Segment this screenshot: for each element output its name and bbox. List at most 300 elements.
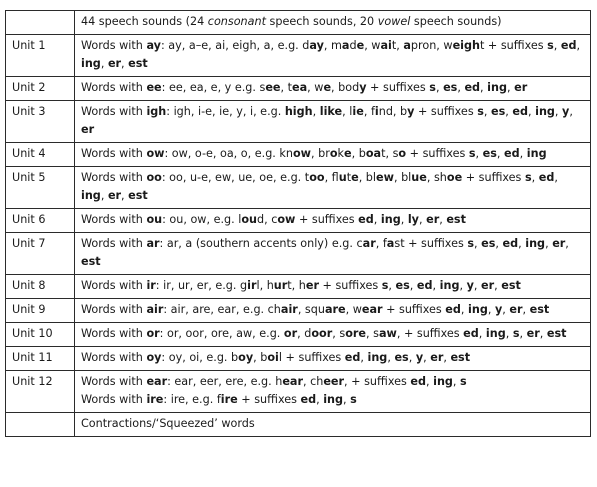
text-segment: t, (391, 39, 404, 52)
text-segment: ly (407, 213, 419, 226)
table-row (6, 209, 591, 233)
header-row (6, 11, 591, 35)
text-segment: er (81, 123, 95, 136)
text-segment: y (359, 81, 367, 94)
table-row (6, 233, 591, 275)
text-segment: Words with (81, 393, 147, 406)
text-segment: est (128, 57, 148, 70)
description-line (81, 79, 584, 97)
text-segment: + suffixes (414, 105, 478, 118)
text-segment: , (432, 279, 440, 292)
text-segment: or (283, 327, 298, 340)
text-segment: ow (277, 213, 296, 226)
text-segment: ed (410, 375, 426, 388)
text-segment: es (491, 105, 506, 118)
unit-description (75, 275, 591, 299)
unit-label: Unit 5 (6, 167, 75, 209)
text-segment: Words with (81, 39, 147, 52)
text-segment: ed (512, 105, 528, 118)
text-segment: , (478, 327, 486, 340)
text-segment: e (356, 39, 365, 52)
text-segment: ing (81, 57, 101, 70)
text-segment: : or, oor, ore, aw, e.g. (159, 327, 284, 340)
text-segment: s (460, 375, 467, 388)
text-segment: speech sounds, 20 (265, 15, 378, 28)
text-segment: i (374, 105, 379, 118)
text-segment: ed (300, 393, 317, 406)
text-segment: a (341, 39, 350, 52)
text-segment: ew (376, 171, 394, 184)
text-segment: ing (468, 303, 488, 316)
description-line (81, 211, 584, 229)
text-segment: are (324, 303, 346, 316)
unit-label: Unit 7 (6, 233, 75, 275)
text-segment: , (475, 147, 483, 160)
footer-row (6, 413, 591, 437)
description-line (81, 37, 584, 73)
text-segment: + suffixes (295, 213, 359, 226)
text-segment: , + suffixes (396, 327, 464, 340)
text-segment: a (403, 39, 411, 52)
unit-label: Unit 1 (6, 35, 75, 77)
text-segment: , (100, 189, 108, 202)
text-segment: d (349, 39, 357, 52)
text-segment: ed (464, 81, 481, 94)
unit-description (75, 347, 591, 371)
text-segment: ow (146, 147, 165, 160)
text-segment: oo (146, 171, 162, 184)
text-segment: ear (282, 375, 303, 388)
text-segment: , bl (358, 171, 377, 184)
table-row (6, 275, 591, 299)
text-segment: , (502, 303, 510, 316)
text-segment: : ar, a (southern accents only) e.g. c (159, 237, 363, 250)
text-segment: ur (273, 279, 288, 292)
text-segment: , (439, 213, 447, 226)
text-segment: y (562, 105, 570, 118)
text-segment: er (305, 279, 319, 292)
text-segment: , b (351, 147, 366, 160)
text-segment: , (409, 279, 417, 292)
text-segment: Words with (81, 147, 147, 160)
text-segment: ear (146, 375, 168, 388)
text-segment: est (546, 327, 567, 340)
text-segment: ay (309, 39, 324, 52)
text-segment: , (474, 237, 482, 250)
text-segment: , (483, 105, 491, 118)
description-line (81, 373, 584, 391)
text-segment: , bl (393, 171, 412, 184)
description-line (81, 103, 584, 139)
text-segment: nd, b (378, 105, 408, 118)
text-segment: est (81, 255, 101, 268)
text-segment: ing (433, 375, 453, 388)
text-segment: , (480, 81, 488, 94)
text-segment: , (496, 147, 505, 160)
text-segment: es (395, 279, 410, 292)
phonics-units-table (5, 10, 591, 437)
text-segment: , ch (302, 375, 324, 388)
text-segment: ed (504, 147, 520, 160)
text-segment: , (522, 303, 530, 316)
text-segment: ed (358, 213, 374, 226)
text-segment: , (312, 105, 320, 118)
text-segment: l + suffixes (278, 351, 345, 364)
text-segment: : ire, e.g. f (163, 393, 221, 406)
text-segment: vowel (377, 15, 411, 28)
unit-description (75, 209, 591, 233)
text-segment: high (284, 105, 313, 118)
text-segment: , (519, 147, 527, 160)
text-segment: , (400, 213, 408, 226)
text-segment: , (473, 279, 481, 292)
text-segment: , f (363, 105, 375, 118)
unit-label: Unit 6 (6, 209, 75, 233)
text-segment: aw (378, 327, 397, 340)
text-segment: , (505, 327, 513, 340)
text-segment: ed (344, 351, 361, 364)
text-segment: , (505, 105, 513, 118)
unit-label: Unit 4 (6, 143, 75, 167)
text-segment: o (329, 147, 338, 160)
unit-description (75, 233, 591, 275)
text-segment: , (506, 81, 515, 94)
text-segment: ed (416, 279, 433, 292)
table-body (6, 11, 591, 437)
text-segment: Words with (81, 351, 147, 364)
text-segment: Words with (81, 237, 147, 250)
text-segment: s (512, 327, 520, 340)
table-row (6, 35, 591, 77)
text-segment: ing (380, 213, 401, 226)
text-segment: ing (535, 105, 555, 118)
description-line (81, 169, 584, 205)
text-segment: s (381, 279, 389, 292)
unit-description (75, 323, 591, 347)
text-segment: ee (265, 81, 281, 94)
unit-label: Unit 3 (6, 101, 75, 143)
text-segment: ar (362, 237, 376, 250)
text-segment: eer (323, 375, 345, 388)
text-segment: oo (309, 171, 325, 184)
description-line (81, 145, 584, 163)
text-segment: t (346, 171, 352, 184)
unit-label: Unit 10 (6, 323, 75, 347)
text-segment: , (418, 213, 427, 226)
text-segment: or (146, 327, 160, 340)
text-segment: Words with (81, 213, 147, 226)
text-segment: , l (342, 105, 353, 118)
text-segment: y (407, 105, 415, 118)
text-segment: , w (345, 303, 362, 316)
text-segment: ea (292, 81, 308, 94)
text-segment: , b (253, 351, 268, 364)
text-segment: l, h (256, 279, 274, 292)
text-segment: oa (365, 147, 382, 160)
text-segment: air (280, 303, 298, 316)
text-segment: , (460, 303, 469, 316)
text-segment: u (338, 171, 347, 184)
text-segment: consonant (207, 15, 266, 28)
unit-description (75, 35, 591, 77)
text-segment: Words with (81, 375, 147, 388)
text-segment: 44 speech sounds (24 (81, 15, 208, 28)
text-segment: , (373, 213, 381, 226)
text-segment: , (576, 39, 581, 52)
text-segment: + suffixes (318, 279, 382, 292)
text-segment: er (509, 303, 523, 316)
text-segment: , d (297, 327, 312, 340)
text-segment: , (554, 105, 563, 118)
text-segment: , w (307, 81, 324, 94)
text-segment: ed (538, 171, 555, 184)
text-segment: , (527, 105, 536, 118)
table-row (6, 323, 591, 347)
text-segment: Contractions/‘Squeezed’ words (81, 417, 255, 430)
text-segment: , + suffixes (344, 375, 411, 388)
footer-description-cell (75, 413, 591, 437)
text-segment: , (435, 81, 444, 94)
text-segment: , fl (324, 171, 339, 184)
text-segment: , (423, 351, 431, 364)
text-segment: ar (146, 237, 160, 250)
unit-label: Unit 11 (6, 347, 75, 371)
text-segment: s (524, 171, 532, 184)
text-segment: ing (323, 393, 344, 406)
text-segment: er (426, 213, 440, 226)
table-row (6, 347, 591, 371)
unit-description (75, 371, 591, 413)
text-segment: pron, w (410, 39, 453, 52)
text-segment: ou (241, 213, 257, 226)
text-segment: y (415, 351, 424, 364)
description-line (81, 349, 584, 367)
text-segment: Words with (81, 279, 147, 292)
text-segment: s (477, 105, 484, 118)
text-segment: s (468, 147, 476, 160)
text-segment: , (388, 279, 396, 292)
text-segment: , (494, 279, 502, 292)
text-segment: , s (332, 327, 346, 340)
text-segment: eigh (452, 39, 480, 52)
text-segment: ing (367, 351, 388, 364)
text-segment: : ir, ur, er, e.g. g (155, 279, 248, 292)
text-segment: st + suffixes (394, 237, 468, 250)
text-segment: , (519, 327, 527, 340)
text-segment: er (481, 279, 495, 292)
text-segment: , s (365, 327, 379, 340)
text-segment: es (482, 147, 497, 160)
text-segment: ed (560, 39, 577, 52)
text-segment: es (481, 237, 496, 250)
text-segment: e (323, 81, 332, 94)
text-segment: ir (146, 279, 156, 292)
text-segment: er (526, 327, 540, 340)
text-segment: t, h (287, 279, 306, 292)
text-segment: d (302, 39, 310, 52)
text-segment: ou (146, 213, 163, 226)
text-segment: est (450, 351, 471, 364)
text-segment: est (529, 303, 550, 316)
text-segment: , (443, 351, 451, 364)
text-segment: er (552, 237, 566, 250)
description-line (81, 391, 584, 409)
text-segment: , (457, 81, 465, 94)
unit-description (75, 167, 591, 209)
text-segment: , (100, 57, 108, 70)
unit-label: Unit 9 (6, 299, 75, 323)
text-segment: , m (323, 39, 342, 52)
text-segment: es (443, 81, 458, 94)
text-segment: , (452, 375, 461, 388)
text-segment: Words with (81, 303, 147, 316)
text-segment: , (569, 105, 573, 118)
text-segment: t + suffixes (479, 39, 548, 52)
description-line (81, 235, 584, 271)
text-segment: er (430, 351, 444, 364)
text-segment: Words with (81, 171, 147, 184)
unit-label: Unit 8 (6, 275, 75, 299)
text-segment: ow (292, 147, 312, 160)
description-line (81, 301, 584, 319)
unit-label: Unit 12 (6, 371, 75, 413)
text-segment: , (316, 393, 324, 406)
text-segment: , (121, 189, 129, 202)
text-segment: ing (525, 237, 546, 250)
text-segment: : air, are, ear, e.g. ch (163, 303, 281, 316)
text-segment: + suffixes (382, 303, 446, 316)
text-segment: ing (81, 189, 101, 202)
text-segment: est (128, 189, 148, 202)
text-segment: y (494, 303, 503, 316)
text-segment: , bod (331, 81, 360, 94)
text-segment: est (446, 213, 466, 226)
text-segment: igh (146, 105, 167, 118)
text-segment: , t (280, 81, 293, 94)
unit-description (75, 299, 591, 323)
text-segment: er (107, 189, 122, 202)
text-segment: + suffixes (462, 171, 525, 184)
text-segment: , (343, 393, 351, 406)
footer-unit-cell (6, 413, 75, 437)
text-segment: er (107, 57, 122, 70)
text-segment: Words with (81, 81, 147, 94)
table-row (6, 143, 591, 167)
text-segment: : ear, eer, ere, e.g. h (167, 375, 283, 388)
unit-description (75, 101, 591, 143)
text-segment: + suffixes (237, 393, 301, 406)
text-segment: y (466, 279, 474, 292)
text-segment: + suffixes (406, 147, 469, 160)
table-row (6, 299, 591, 323)
text-segment: est (501, 279, 521, 292)
text-segment: speech sounds) (410, 15, 502, 28)
text-segment: e (344, 147, 352, 160)
text-segment: Words with (81, 105, 147, 118)
description-line (81, 277, 584, 295)
text-segment: , (539, 327, 547, 340)
text-segment: ing (439, 279, 460, 292)
text-segment: ai (380, 39, 392, 52)
text-segment: ed (502, 237, 519, 250)
text-segment: like (319, 105, 343, 118)
text-segment: , sh (426, 171, 447, 184)
table-row (6, 167, 591, 209)
unit-description (75, 77, 591, 101)
text-segment: k (337, 147, 345, 160)
text-segment: air (146, 303, 164, 316)
text-segment: , (495, 237, 503, 250)
text-segment: : ow, o-e, oa, o, e.g. kn (164, 147, 293, 160)
text-segment: : oo, u-e, ew, ue, oe, e.g. t (161, 171, 310, 184)
text-segment: , (459, 279, 467, 292)
table-row (6, 77, 591, 101)
text-segment: s (350, 393, 357, 406)
text-segment: , (408, 351, 416, 364)
text-segment: , br (311, 147, 330, 160)
text-segment: oe (446, 171, 463, 184)
text-segment: ue (411, 171, 427, 184)
text-segment: oy (146, 351, 162, 364)
text-segment: d, c (257, 213, 278, 226)
text-segment: ing (485, 327, 506, 340)
description-line (81, 325, 584, 343)
text-segment: , (121, 57, 129, 70)
text-segment: oor (311, 327, 333, 340)
text-segment: es (394, 351, 409, 364)
text-segment: , (553, 39, 561, 52)
text-segment: ed (463, 327, 479, 340)
text-segment: s (429, 81, 436, 94)
text-segment: : ou, ow, e.g. l (162, 213, 242, 226)
text-segment: ing (526, 147, 547, 160)
text-segment: o (398, 147, 407, 160)
text-segment: , (531, 171, 539, 184)
unit-label: Unit 2 (6, 77, 75, 101)
text-segment: ie (352, 105, 364, 118)
text-segment: ir (247, 279, 257, 292)
text-segment: , (425, 375, 434, 388)
text-segment: , squ (297, 303, 325, 316)
text-segment: , (518, 237, 526, 250)
text-segment: ing (487, 81, 507, 94)
text-segment: , (487, 303, 495, 316)
text-segment: s (467, 237, 475, 250)
text-segment: ay (146, 39, 161, 52)
text-segment: , (387, 351, 395, 364)
text-segment: , (545, 237, 553, 250)
text-segment: ire (146, 393, 164, 406)
text-segment: oi (267, 351, 279, 364)
text-segment: : ee, ea, e, y e.g. s (161, 81, 266, 94)
text-segment: , w (364, 39, 381, 52)
text-segment: : oy, oi, e.g. b (161, 351, 239, 364)
text-segment: Words with (81, 327, 147, 340)
text-segment: , (554, 171, 558, 184)
header-description-cell (75, 11, 591, 35)
text-segment: , f (375, 237, 387, 250)
unit-description (75, 143, 591, 167)
text-segment: , (565, 237, 569, 250)
text-segment: t, s (381, 147, 399, 160)
text-segment: ee (146, 81, 162, 94)
text-segment: ire (220, 393, 238, 406)
text-segment: : ay, a–e, ai, eigh, a, e.g. (160, 39, 303, 52)
text-segment: ear (361, 303, 383, 316)
header-unit-cell (6, 11, 75, 35)
text-segment: ore (345, 327, 366, 340)
table-row (6, 371, 591, 413)
